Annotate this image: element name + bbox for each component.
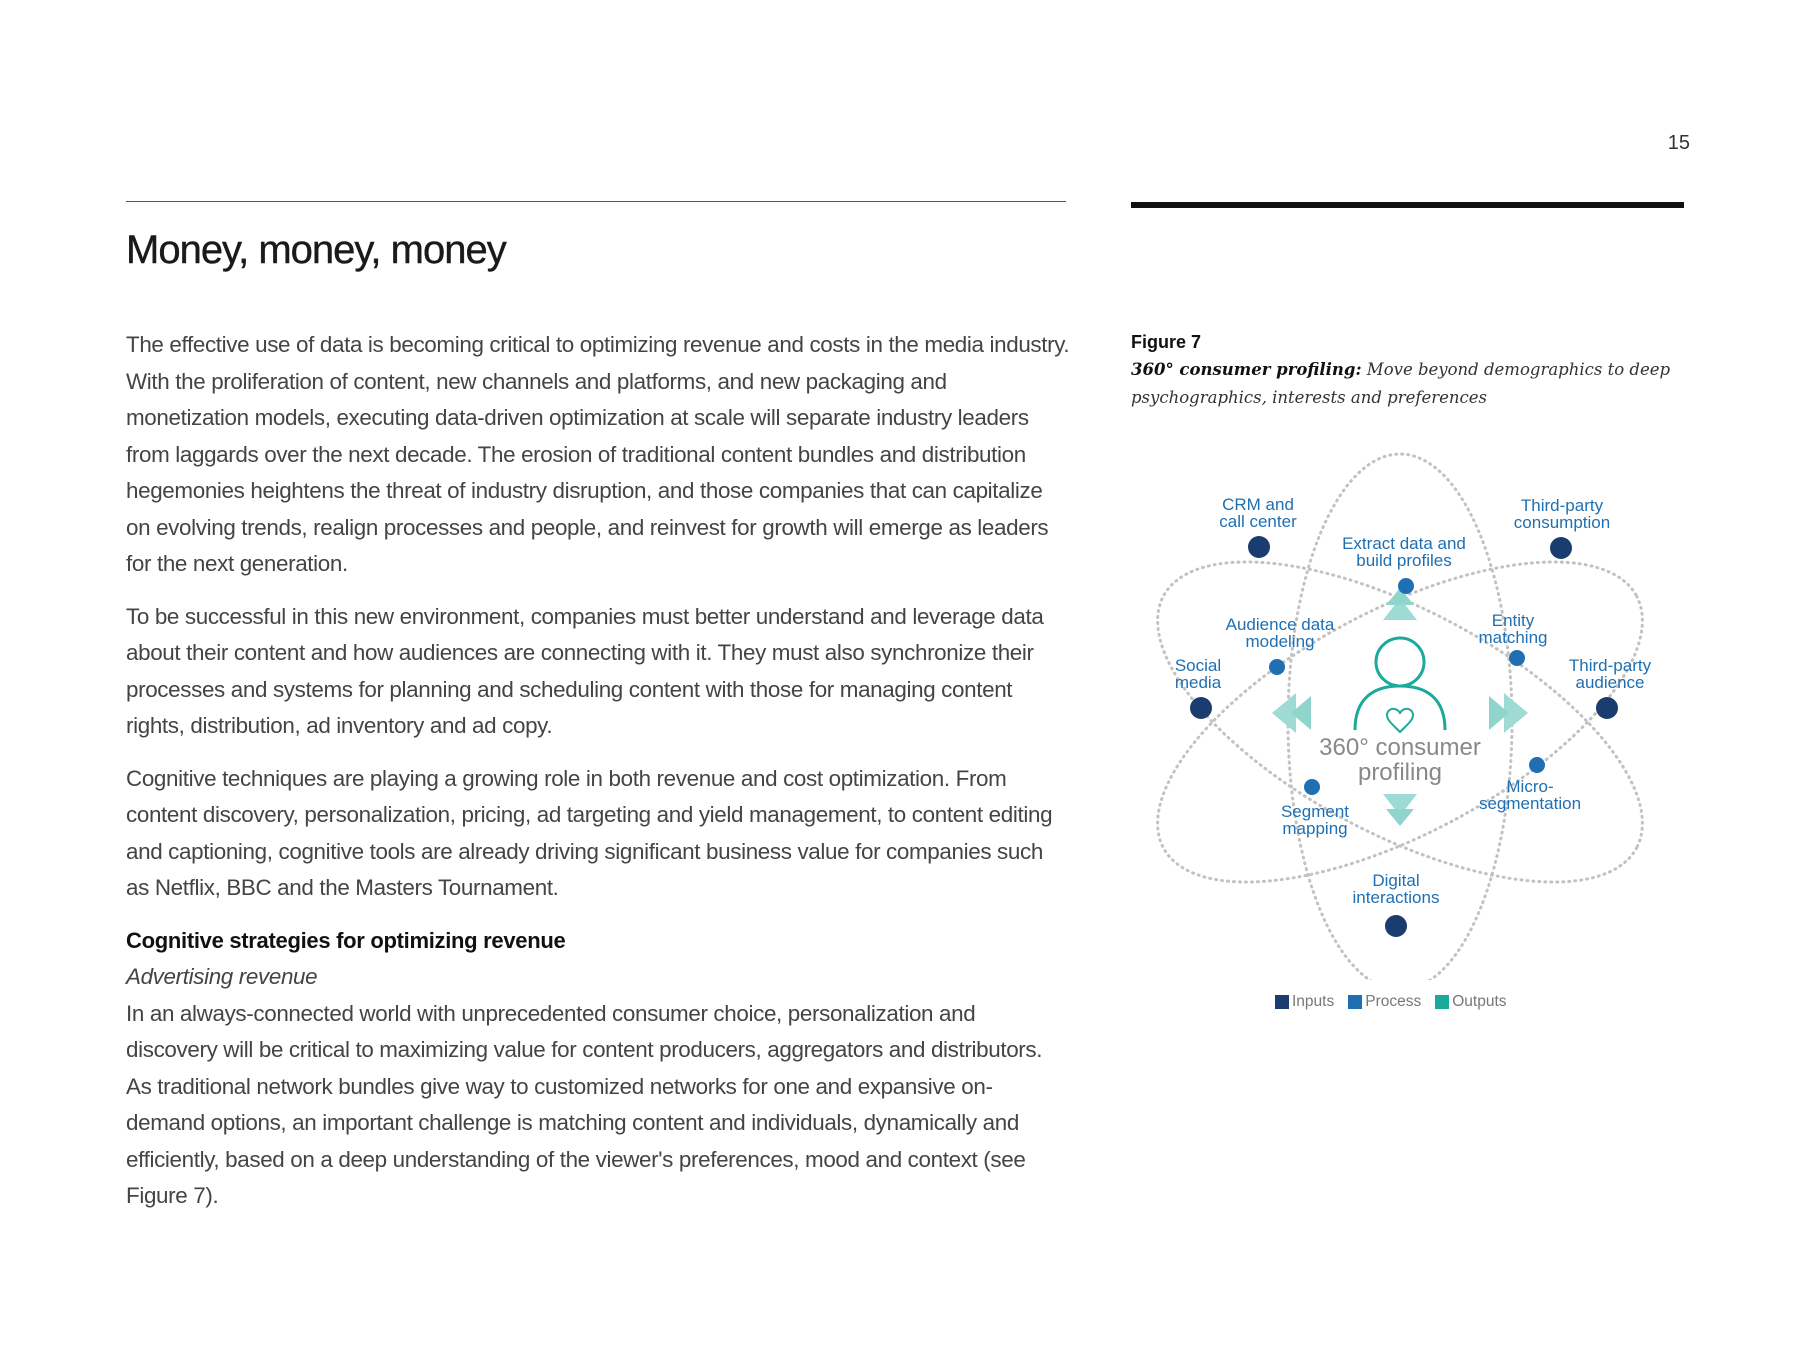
label-third-party-consumption-line2: consumption	[1513, 513, 1611, 532]
figure-header-rule	[1131, 202, 1684, 208]
section-subhead-italic: Advertising revenue	[126, 964, 318, 989]
legend-label-outputs: Outputs	[1452, 993, 1507, 1010]
body-paragraph-3: Cognitive techniques are playing a growing role in both revenue and cost optimization. From content discovery, personalization, pricing, ad targeting and yield management, to content editing and captioning, cognitive tools are already driving significant business value for companies such as Netflix, BBC and the Masters Tournament.	[126, 765, 1053, 900]
label-crm-line1: CRM and	[1222, 495, 1294, 514]
label-audience-modeling-line2: modeling	[1245, 632, 1315, 651]
figure-7	[1131, 330, 1691, 412]
figure-caption-text: Move beyond demographics to deep psychographics, interests and preferences	[1131, 360, 1671, 407]
label-extract-line2: build profiles	[1356, 551, 1452, 570]
input-node-social-media	[1190, 697, 1212, 719]
person-head-icon	[1376, 638, 1424, 686]
figure-label: Figure 7	[1131, 332, 1202, 352]
input-node-digital-interactions	[1385, 915, 1407, 937]
page-title: Money, money, money	[126, 228, 506, 272]
person-body-icon	[1355, 686, 1445, 730]
process-node-segment-mapping	[1304, 779, 1320, 795]
label-entity-matching-line1: Entity	[1491, 611, 1535, 630]
label-digital-interactions-line1: Digital	[1372, 871, 1420, 890]
heart-icon	[1387, 709, 1413, 732]
label-extract-line1: Extract data and	[1342, 534, 1466, 553]
legend-item-process	[1348, 993, 1421, 1011]
legend-swatch-outputs	[1435, 995, 1449, 1009]
arrow-down-inner	[1386, 809, 1414, 826]
label-digital-interactions-line2: interactions	[1352, 888, 1440, 907]
process-node-micro-segmentation	[1529, 757, 1545, 773]
input-node-third-party-consumption	[1550, 537, 1572, 559]
legend-swatch-process	[1348, 995, 1362, 1009]
process-node-entity-matching	[1509, 650, 1525, 666]
legend-item-outputs	[1435, 993, 1506, 1011]
legend-label-process: Process	[1365, 993, 1422, 1010]
label-social-media-line1: Social	[1174, 656, 1222, 675]
label-crm-line2: call center	[1219, 512, 1297, 531]
input-node-crm	[1248, 536, 1270, 558]
label-third-party-audience-line2: audience	[1575, 673, 1645, 692]
label-entity-matching-line2: matching	[1478, 628, 1548, 647]
label-micro-segmentation-line2: segmentation	[1478, 794, 1582, 813]
body-paragraph-1: The effective use of data is becoming critical to optimizing revenue and costs in the media industry. With the proliferation of content, new channels and platforms, and new packaging and monetization models, executing data-driven optimization at scale will separate industry leaders from laggards over the next decade. The erosion of traditional content bundles and distribution hegemonies heightens the threat of industry disruption, and those companies that can capitalize on evolving trends, realign processes and people, and reinvest for growth will emerge as leaders for the next generation.	[126, 332, 1070, 576]
header-rule	[126, 201, 1066, 202]
body-paragraph-4: In an always-connected world with unprecedented consumer choice, personalization and discovery will be critical to maximizing value for content producers, aggregators and distributors. As traditional network bundles give way to customized networks for one and expansive on-demand options, an important challenge is matching content and individuals, dynamically and efficiently, based on a deep understanding of the viewer's preferences, mood and context (see Figure 7).	[126, 1000, 1043, 1208]
process-node-extract	[1398, 578, 1414, 594]
body-paragraph-2: To be successful in this new environment, companies must better understand and leverage data about their content and how audiences are connecting with it. They must also synchronize their processes and systems for planning and scheduling content with those for managing content rights, distribution, ad inventory and ad copy.	[126, 603, 1044, 738]
consumer-profiling-diagram	[1120, 430, 1680, 980]
center-label-line1: 360° consumer	[1319, 734, 1481, 761]
input-node-third-party-audience	[1596, 697, 1618, 719]
diagram-legend	[1275, 993, 1507, 1011]
figure-caption-title: 360° consumer profiling:	[1131, 360, 1362, 379]
section-subhead: Cognitive strategies for optimizing revenue	[126, 927, 566, 953]
legend-swatch-inputs	[1275, 995, 1289, 1009]
page-number: 15	[1667, 132, 1690, 154]
label-audience-modeling-line1: Audience data	[1225, 615, 1335, 634]
label-micro-segmentation-line1: Micro-	[1506, 777, 1554, 796]
center-label-line2: profiling	[1357, 759, 1443, 786]
person-icon	[1355, 638, 1445, 732]
figure-caption	[1131, 356, 1671, 412]
node-labels	[1175, 495, 1652, 907]
label-segment-mapping-line1: Segment	[1280, 802, 1350, 821]
legend-label-inputs: Inputs	[1292, 993, 1335, 1010]
legend-item-inputs	[1275, 993, 1334, 1011]
label-segment-mapping-line2: mapping	[1282, 819, 1348, 838]
label-social-media-line2: media	[1174, 673, 1222, 692]
article-body	[126, 327, 1071, 1231]
process-node-audience-modeling	[1269, 659, 1285, 675]
label-third-party-consumption-line1: Third-party	[1520, 496, 1604, 515]
label-third-party-audience-line1: Third-party	[1568, 656, 1652, 675]
